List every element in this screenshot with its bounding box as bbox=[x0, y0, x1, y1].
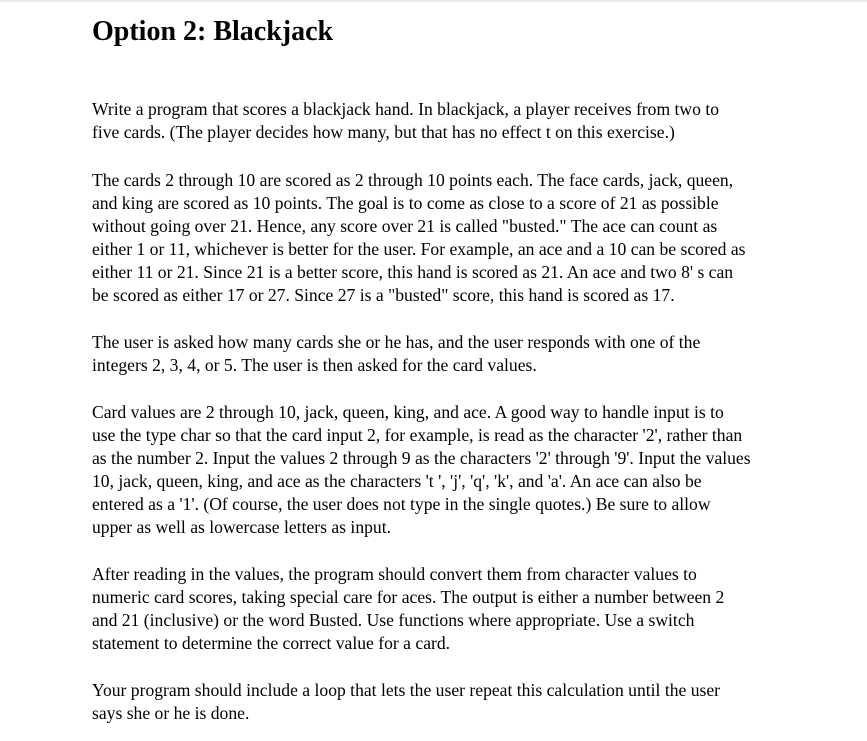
text-line: Write a program that scores a blackjack hand. In blackjack, a player receives from two to bbox=[92, 99, 720, 119]
text-line: without going over 21. Hence, any score over 21 is called "busted." The ace can count as bbox=[92, 216, 718, 236]
paragraph-loop bbox=[92, 679, 720, 725]
text-line: numeric card scores, taking special care for aces. The output is either a number between 2 bbox=[92, 587, 725, 607]
paragraph-intro bbox=[92, 98, 719, 144]
text-line: entered as a '1'. (Of course, the user does not type in the single quotes.) Be sure to allow bbox=[92, 494, 711, 514]
text-line: The user is asked how many cards she or he has, and the user responds with one of the bbox=[92, 332, 701, 352]
text-line: either 11 or 21. Since 21 is a better score, this hand is scored as 21. An ace and two 8' s can bbox=[92, 262, 734, 282]
text-line: Card values are 2 through 10, jack, queen, king, and ace. A good way to handle input is to bbox=[92, 402, 724, 422]
text-line: upper as well as lowercase letters as input. bbox=[92, 517, 391, 537]
text-line: After reading in the values, the program should convert them from character values to bbox=[92, 564, 697, 584]
text-line: as the number 2. Input the values 2 through 9 as the characters '2' through '9'. Input the values bbox=[92, 448, 751, 468]
paragraph-card-values bbox=[92, 401, 751, 539]
text-line: integers 2, 3, 4, or 5. The user is then asked for the card values. bbox=[92, 355, 537, 375]
text-line: and king are scored as 10 points. The goal is to come as close to a score of 21 as possible bbox=[92, 193, 719, 213]
text-line: use the type char so that the card input 2, for example, is read as the character '2', rather than bbox=[92, 425, 743, 445]
paragraph-user-input bbox=[92, 331, 700, 377]
text-line: Your program should include a loop that lets the user repeat this calculation until the user bbox=[92, 680, 721, 700]
text-line: either 1 or 11, whichever is better for the user. For example, an ace and a 10 can be scored as bbox=[92, 239, 746, 259]
paragraph-scoring-rules bbox=[92, 169, 745, 307]
paragraph-conversion bbox=[92, 563, 724, 655]
text-line: be scored as either 17 or 27. Since 27 is a "busted" score, this hand is scored as 17. bbox=[92, 285, 675, 305]
page-top-divider bbox=[0, 0, 867, 2]
text-line: says she or he is done. bbox=[92, 703, 250, 723]
text-line: five cards. (The player decides how many, but that has no effect t on this exercise.) bbox=[92, 122, 675, 142]
page-title: Option 2: Blackjack bbox=[92, 16, 334, 47]
text-line: and 21 (inclusive) or the word Busted. Use functions where appropriate. Use a switch bbox=[92, 610, 695, 630]
text-line: statement to determine the correct value for a card. bbox=[92, 633, 451, 653]
text-line: 10, jack, queen, king, and ace as the characters 't ', 'j', 'q', 'k', and 'a'. An ace can also be bbox=[92, 471, 702, 491]
text-line: The cards 2 through 10 are scored as 2 through 10 points each. The face cards, jack, queen, bbox=[92, 170, 734, 190]
